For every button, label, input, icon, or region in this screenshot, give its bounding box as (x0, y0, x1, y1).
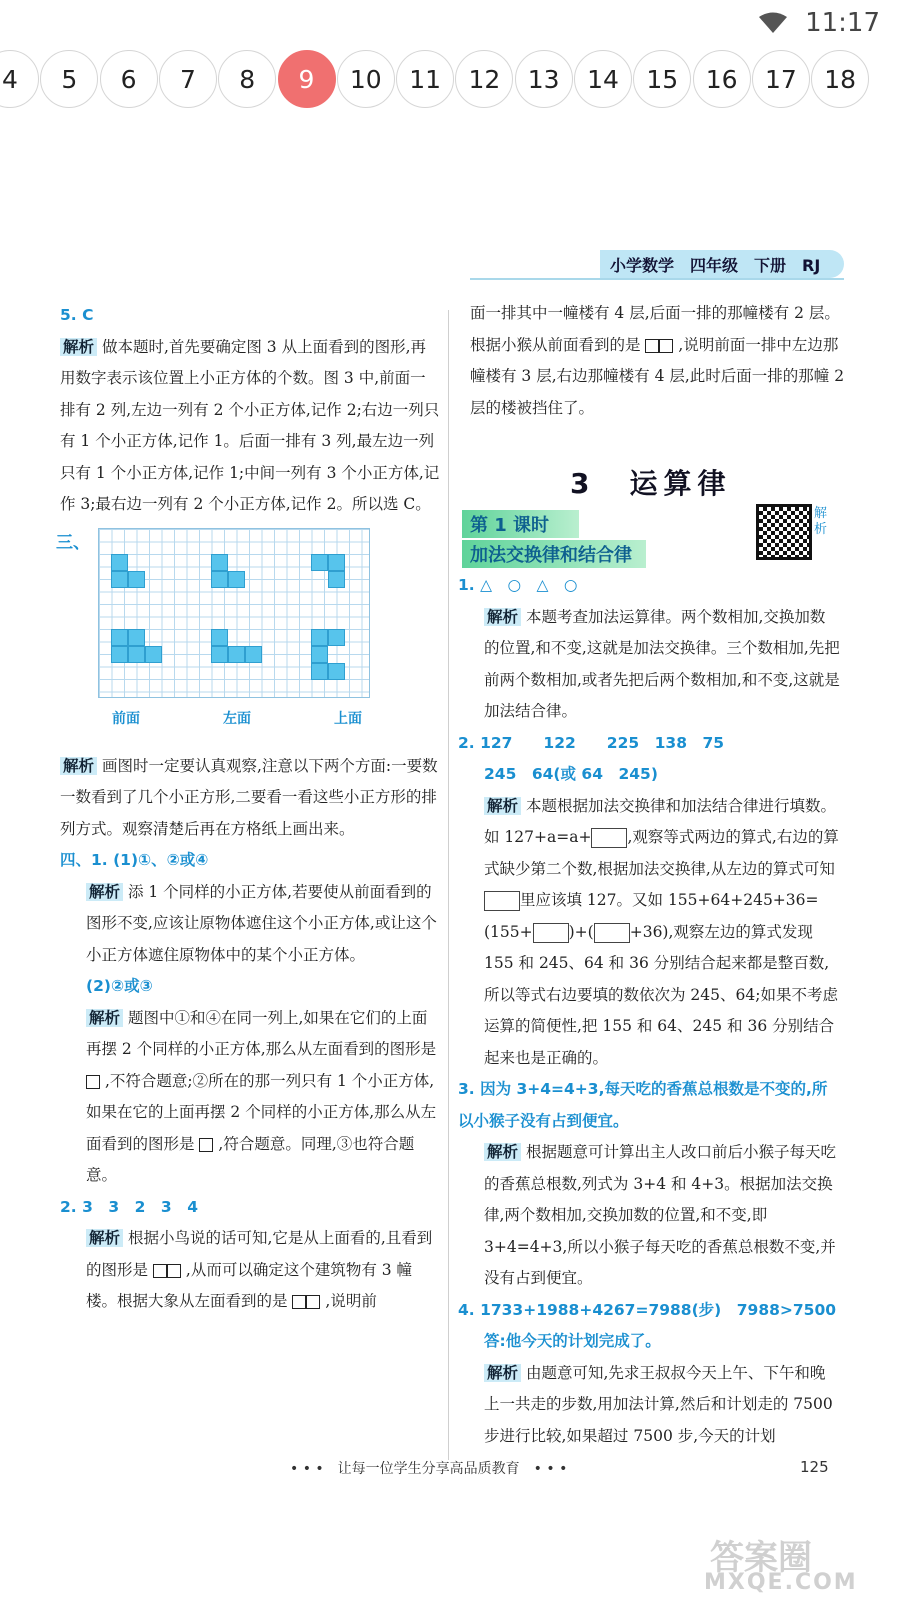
grid-cell (111, 646, 128, 663)
page-button-9[interactable]: 9 (278, 50, 336, 108)
grid-cell (111, 554, 128, 571)
figure-square (199, 1138, 213, 1152)
grid-cell (311, 646, 328, 663)
page-button-15[interactable]: 15 (633, 50, 691, 108)
qr-code-icon[interactable] (756, 504, 812, 560)
right-column-top: 面一排其中一幢楼有 4 层,后面一排的那幢楼有 2 层。根据小猴从前面看到的是 ,说明前面一排中左边那幢楼有 3 层,右边那幢楼有 4 层,此时后面一排的那幢 2 层的楼被挡住了。 (470, 304, 845, 417)
sec4-q1-explanation: 解析 添 1 个同样的小正方体,若要使从前面看到的图形不变,应该让原物体遮住这个小正方体,或让这个小正方体遮住原物体中的某个小正方体。 (86, 882, 437, 964)
page-button-8[interactable]: 8 (218, 50, 276, 108)
lesson-label: 第 1 课时 (462, 510, 579, 538)
header-rule (470, 278, 844, 280)
figure-square (306, 1295, 320, 1309)
label-top: 上面 (334, 711, 362, 727)
lesson-title: 加法交换律和结合律 (462, 540, 646, 568)
grid-cell (128, 646, 145, 663)
grid-cell (145, 646, 162, 663)
label-front: 前面 (112, 711, 140, 727)
grid-cell (211, 646, 228, 663)
r-q2-explanation: 解析 本题根据加法交换律和加法结合律进行填数。如 127+a=a+ ,观察等式两边的算式,右边的算式缺少第二个数,根据加法交换律,从左边的算式可知里应该填 127。又如 155+64+245+36=(155+ )+( +36),观察左边的算式发现 155 和 245、64 和 36 分别结合起来都是整百数,所以等式右边要填的数依次为 245、64;如果不考虑运算的简便性,把 155 和 64、245 和 36 分别结合起来也是正确的。 (484, 796, 839, 1067)
page-number: 125 (800, 1458, 829, 1476)
grid-cell (328, 571, 345, 588)
grid-cell (245, 646, 262, 663)
q2-explanation: 解析 根据小鸟说的话可知,它是从上面看的,且看到的图形是 ,从而可以确定这个建筑物有 3 幢楼。根据大象从左面看到的是 ,说明前 (86, 1229, 433, 1310)
section-three-label: 三、 (56, 533, 90, 553)
grid-cell (128, 571, 145, 588)
page-button-18[interactable]: 18 (811, 50, 869, 108)
r-q3-answer: 3. 因为 3+4=4+3,每天吃的香蕉总根数是不变的,所以小猴子没有占到便宜。 (458, 1080, 828, 1130)
grid-cell (228, 646, 245, 663)
grid-cell (328, 629, 345, 646)
grid-cell (328, 663, 345, 680)
drawing-grid (98, 528, 370, 698)
page-button-10[interactable]: 10 (337, 50, 395, 108)
grid-cell (311, 663, 328, 680)
right-column-answers (458, 570, 840, 1452)
figure-square (153, 1264, 167, 1278)
page-button-12[interactable]: 12 (455, 50, 513, 108)
figure-square (167, 1264, 181, 1278)
watermark-logo: 答案圈 (710, 1538, 812, 1578)
blank-box (591, 828, 627, 848)
r-q2-answer-a: 2. 127 122 225 138 75 (458, 733, 725, 752)
r-q2-answer-b: 245 64(或 64 245) (484, 765, 658, 783)
r-q1-answer: 1. △ ○ △ ○ (458, 576, 578, 594)
q5-answer: 5. C (60, 306, 94, 324)
page-button-6[interactable]: 6 (100, 50, 158, 108)
page-button-11[interactable]: 11 (396, 50, 454, 108)
page-button-13[interactable]: 13 (515, 50, 573, 108)
r-q4-explanation: 解析 由题意可知,先求王叔叔今天上午、下午和晚上一共走的步数,用加法计算,然后和计划走的 7500 步进行比较,如果超过 7500 步,今天的计划 (484, 1363, 833, 1445)
document-page (0, 240, 900, 1600)
chapter-title: 3 运算律 (570, 467, 732, 500)
grid-cell (211, 629, 228, 646)
q2-answer: 2. 3 3 2 3 4 (60, 1197, 198, 1216)
r-q3-explanation: 解析 根据题意可计算出主人改口前后小猴子每天吃的香蕉总根数,列式为 3+4 和 4+3。根据加法交换律,两个数相加,交换加数的位置,和不变,即 3+4=4+3,所以小猴子每天吃的香蕉总根数不变,并没有占到便宜。 (484, 1143, 836, 1287)
qr-label: 解析 (814, 506, 828, 537)
grid-cell (111, 571, 128, 588)
grid-cell (311, 554, 328, 571)
label-left: 左面 (223, 711, 251, 727)
status-time: 11:17 (805, 8, 880, 38)
grid-view-labels (112, 708, 362, 728)
q5-explanation: 解析 做本题时,首先要确定图 3 从上面看到的图形,再用数字表示该位置上小正方体的个数。图 3 中,前面一排有 2 列,左边一列有 2 个小正方体,记作 2;右边一列只有 1 个小正方体,记作 1。后面一排有 3 列,最左边一列只有 1 个小正方体,记作 1;中间一列有 3 个小正方体,记作 3;最右边一列有 2 个小正方体,记作 2。所以选 C。 (60, 337, 440, 513)
r-q4-answer: 4. 1733+1988+4267=7988(步) 7988>7500 (458, 1300, 837, 1319)
footer-slogan: • • • 让每一位学生分享高品质教育 • • • (290, 1461, 568, 1477)
blank-box (484, 891, 520, 911)
grid-cell (111, 629, 128, 646)
blank-box (594, 923, 630, 943)
grid-cell (328, 554, 345, 571)
sec4-q1-part2: (2)②或③ (86, 977, 153, 995)
figure-square (86, 1075, 100, 1089)
page-selector (0, 48, 900, 112)
r-q4-conclusion: 答:他今天的计划完成了。 (484, 1332, 661, 1350)
grid-cell (228, 571, 245, 588)
r-q1-explanation: 解析 本题考查加法运算律。两个数相加,交换加数的位置,和不变,这就是加法交换律。三个数相加,先把前两个数相加,或者先把后两个数相加,和不变,这就是加法结合律。 (484, 607, 840, 720)
column-divider (448, 310, 449, 1460)
page-button-17[interactable]: 17 (752, 50, 810, 108)
book-header-tag: 小学数学 四年级 下册 RJ (600, 250, 844, 278)
grid-cell (311, 629, 328, 646)
watermark-url: MXQE.COM (704, 1570, 858, 1595)
sec4-q1: 四、1. (1)①、②或④ (60, 851, 209, 869)
sec3-explanation: 解析 画图时一定要认真观察,注意以下两个方面:一要数一数看到了几个小正方形,二要看一看这些小正方形的排列方式。观察清楚后再在方格纸上画出来。 (60, 756, 438, 838)
figure-square (659, 339, 673, 353)
left-column (60, 300, 440, 1318)
grid-cell (211, 554, 228, 571)
grid-cell (128, 629, 145, 646)
sec4-q1-part2-explanation: 解析 题图中①和④在同一列上,如果在它们的上面再摆 2 个同样的小正方体,那么从左面看到的图形是 ,不符合题意;②所在的那一列只有 1 个小正方体,如果在它的上面再摆 2 个同样的小正方体,那么从左面看到的图形是 ,符合题意。同理,③也符合题意。 (86, 1008, 437, 1184)
page-button-14[interactable]: 14 (574, 50, 632, 108)
figure-square (292, 1295, 306, 1309)
status-bar (0, 0, 900, 44)
page-button-4[interactable]: 4 (0, 50, 39, 108)
grid-cell (211, 571, 228, 588)
page-button-5[interactable]: 5 (40, 50, 98, 108)
blank-box (533, 923, 569, 943)
figure-square (645, 339, 659, 353)
wifi-icon (758, 12, 788, 34)
page-button-7[interactable]: 7 (159, 50, 217, 108)
page-button-16[interactable]: 16 (693, 50, 751, 108)
